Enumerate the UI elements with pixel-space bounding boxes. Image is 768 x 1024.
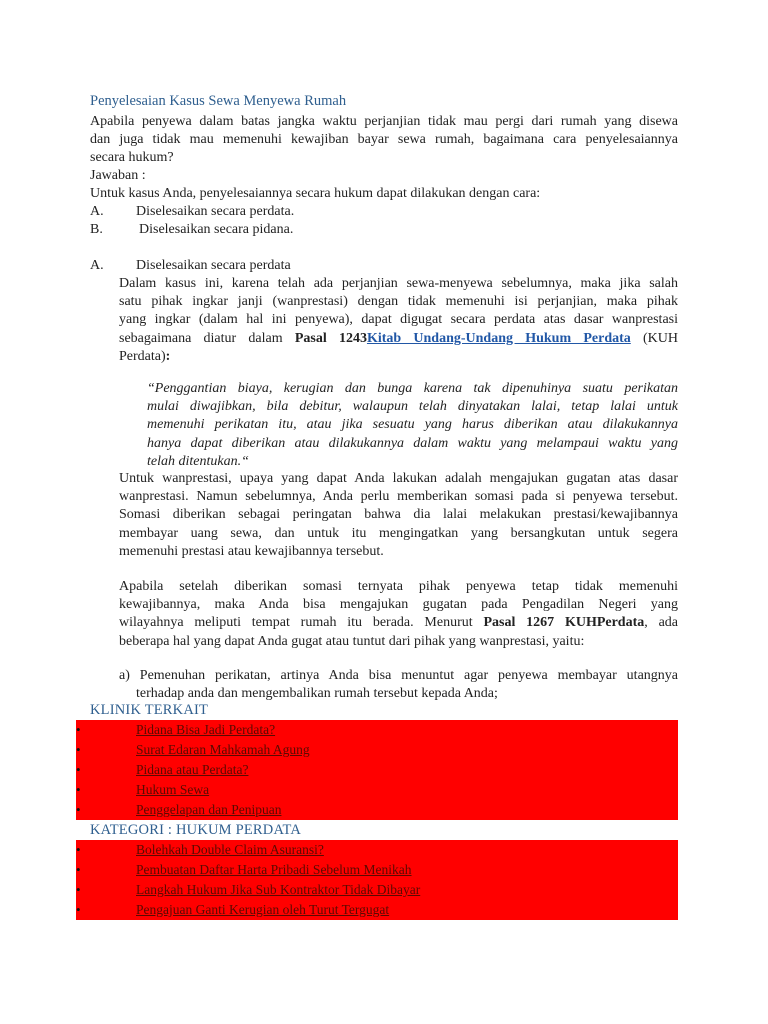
kategori-list: [76, 840, 678, 920]
para-text: (KUH: [630, 330, 678, 346]
quote-line: “Penggantian biaya, kerugian dan bunga karena tak dipenuhinya suatu perikatan: [147, 381, 678, 396]
para-line: Dalam kasus ini, karena telah ada perjanjian sewa-menyewa sebelumnya, maka jika salah: [119, 276, 678, 291]
para-line: satu pihak ingkar janji (wanprestasi) dengan tidak memenuhi isi perjanjian, maka pihak: [119, 294, 678, 310]
bullet-icon: •: [76, 762, 81, 777]
list-item: [76, 860, 678, 880]
klinik-link[interactable]: Surat Edaran Mahkamah Agung: [136, 742, 310, 757]
question-line: Apabila penyewa dalam batas jangka waktu perjanjian tidak mau pergi dari rumah yang disewa: [90, 114, 678, 129]
question-line: dan juga tidak mau memenuhi kewajiban bayar sewa rumah, bagaimana cara penyelesaiannya: [90, 132, 678, 148]
point-a-line: terhadap anda dan mengembalikan rumah tersebut kepada Anda;: [136, 686, 498, 702]
klinik-link[interactable]: Penggelapan dan Penipuan: [136, 802, 282, 817]
para-line: membayar uang sewa, dan untuk itu mengingatkan yang bersangkutan untuk segera: [119, 525, 678, 541]
para-line: memenuhi prestasi atau kewajibannya tersebut.: [119, 543, 384, 559]
para-text: wilayahnya meliputi tempat rumah itu berada. Menurut: [119, 615, 484, 631]
para-line: [119, 330, 678, 348]
bullet-icon: •: [76, 902, 81, 917]
bullet-icon: •: [76, 722, 81, 737]
quote-line: mulai diwajibkan, bila debitur, walaupun telah dinyatakan lalai, tetap lalai untuk: [147, 399, 678, 415]
para-line: yang ingkar (dalam hal ini penyewa), dapat digugat secara perdata atas dasar wanprestasi: [119, 312, 678, 328]
section-a-heading: Diselesaikan secara perdata: [136, 258, 291, 273]
klinik-list: [76, 720, 678, 820]
para-line: Apabila setelah diberikan somasi ternyata pihak penyewa tetap tidak memenuhi: [119, 579, 678, 594]
question-line: secara hukum?: [90, 150, 174, 166]
paragraph-1: [119, 275, 678, 366]
klinik-link[interactable]: Hukum Sewa: [136, 782, 210, 797]
question-paragraph: [90, 113, 678, 168]
list-item: [76, 740, 678, 760]
bullet-icon: •: [76, 782, 81, 797]
page-title: Penyelesaian Kasus Sewa Menyewa Rumah: [90, 93, 347, 109]
list-item: [76, 900, 678, 920]
bullet-icon: •: [76, 802, 81, 817]
kuh-perdata-link[interactable]: Kitab Undang-Undang Hukum Perdata: [366, 330, 631, 346]
pasal-1243: Pasal 1243: [294, 330, 367, 346]
para-line: [119, 348, 678, 366]
option-b-letter: B.: [90, 222, 103, 237]
list-item: [76, 800, 678, 820]
para-text: , ada: [644, 615, 678, 631]
list-item: [76, 880, 678, 900]
colon: :: [165, 348, 171, 364]
list-item: [76, 840, 678, 860]
para-text: Perdata): [119, 348, 166, 364]
quote-line: telah ditentukan.“: [147, 453, 249, 469]
kategori-link[interactable]: Pembuatan Daftar Harta Pribadi Sebelum Menikah: [136, 862, 412, 877]
kategori-heading: KATEGORI : HUKUM PERDATA: [90, 822, 302, 838]
paragraph-2: [119, 470, 678, 561]
kategori-link[interactable]: Bolehkah Double Claim Asuransi?: [136, 842, 324, 857]
klinik-link[interactable]: Pidana atau Perdata?: [136, 762, 249, 777]
section-a-letter: A.: [90, 258, 104, 273]
para-line: beberapa hal yang dapat Anda gugat atau tuntut dari pihak yang wanprestasi, yaitu:: [119, 633, 585, 649]
bullet-icon: •: [76, 742, 81, 757]
klinik-link[interactable]: Pidana Bisa Jadi Perdata?: [136, 722, 276, 737]
kategori-link[interactable]: Pengajuan Ganti Kerugian oleh Turut Tergugat: [136, 902, 390, 917]
paragraph-3: [119, 578, 678, 651]
point-a-line: a) Pemenuhan perikatan, artinya Anda bisa menuntut agar penyewa membayar utangnya: [119, 668, 678, 683]
bullet-icon: •: [76, 862, 81, 877]
para-line: Untuk wanprestasi, upaya yang dapat Anda lakukan adalah mengajukan gugatan atas dasar: [119, 471, 678, 486]
para-line: kewajibannya, maka Anda bisa mengajukan gugatan pada Pengadilan Negeri yang: [119, 597, 678, 613]
pasal-1267: Pasal 1267 KUHPerdata: [483, 615, 645, 631]
option-b-text: Diselesaikan secara pidana.: [139, 222, 294, 237]
para-line: [119, 614, 678, 632]
kategori-link[interactable]: Langkah Hukum Jika Sub Kontraktor Tidak Dibayar: [136, 882, 421, 897]
para-line: Somasi diberikan sebagai peringatan bahwa dia lalai melakukan prestasi/kewajibannya: [119, 507, 678, 523]
option-a-letter: A.: [90, 204, 104, 219]
para-text: sebagaimana diatur dalam: [119, 330, 295, 346]
bullet-icon: •: [76, 882, 81, 897]
answer-label: Jawaban :: [90, 168, 146, 183]
option-a-text: Diselesaikan secara perdata.: [136, 204, 295, 219]
point-a: [119, 667, 678, 703]
list-item: [76, 760, 678, 780]
list-item: [76, 780, 678, 800]
bullet-icon: •: [76, 842, 81, 857]
para-line: wanprestasi. Namun sebelumnya, Anda perlu memberikan somasi pada si penyewa tersebut.: [119, 489, 678, 505]
klinik-heading: KLINIK TERKAIT: [90, 702, 209, 718]
list-item: [76, 720, 678, 740]
answer-intro: Untuk kasus Anda, penyelesaiannya secara hukum dapat dilakukan dengan cara:: [90, 186, 541, 201]
quote-block: [147, 380, 678, 471]
quote-line: memenuhi perikatan itu, atau jika sesuatu yang harus diberikan atau dilakukannya: [147, 417, 678, 433]
quote-line: hanya dapat diberikan atau dilakukannya dalam waktu yang melampaui waktu yang: [147, 435, 678, 451]
